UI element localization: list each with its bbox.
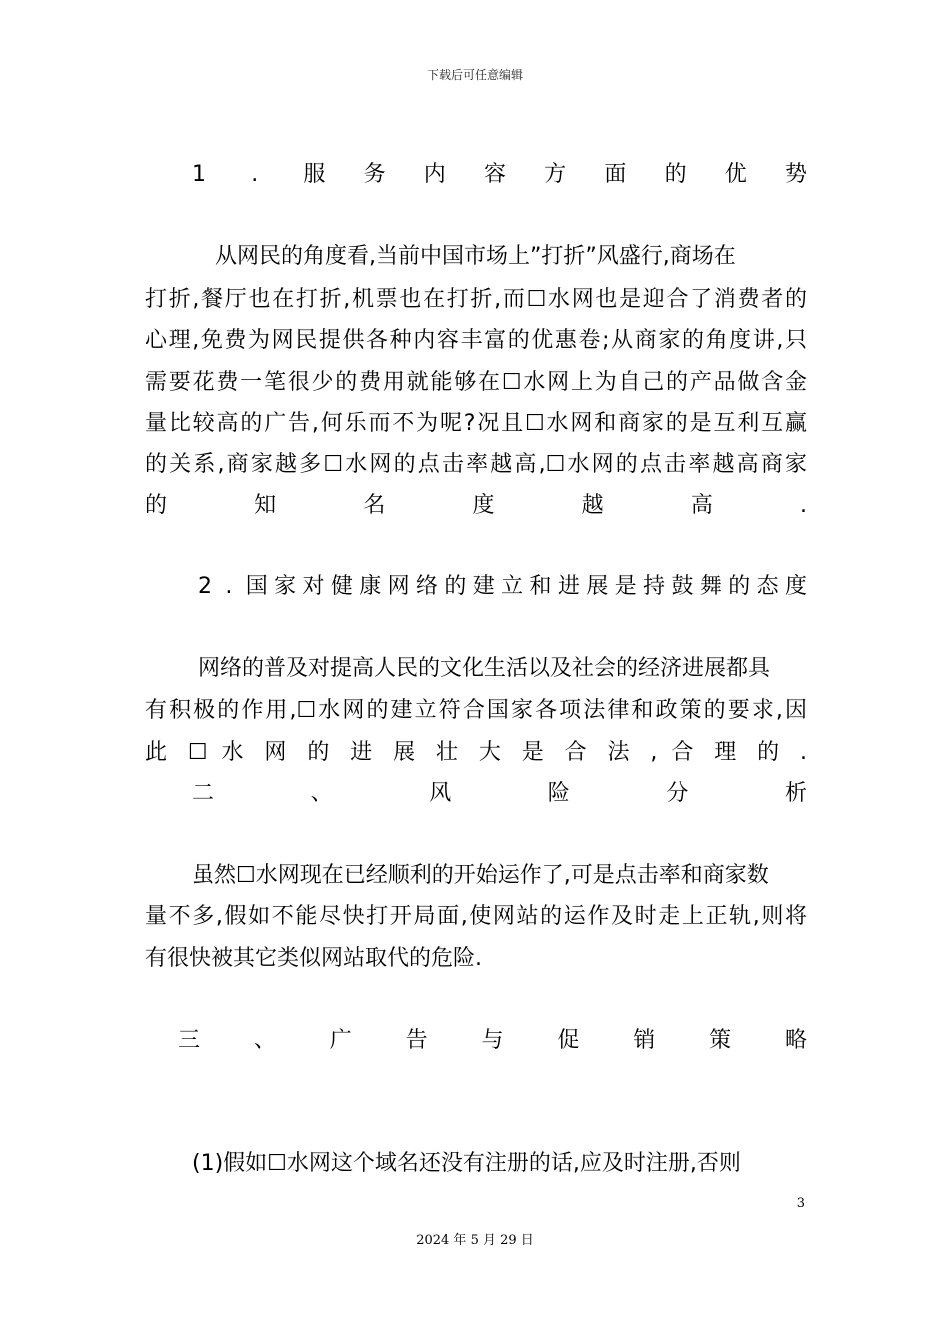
- paragraph-line: 此 ☐ 水 网 的 进 展 壮 大 是 合 法 , 合 理 的 .: [145, 740, 807, 765]
- paragraph-line: 心理,免费为网民提供各种内容丰富的优惠卷;从商家的角度讲,只: [145, 328, 807, 353]
- paragraph-line: 网络的普及对提高人民的文化生活以及社会的经济进展都具: [198, 656, 771, 681]
- paragraph-line: 有很快被其它类似网站取代的危险.: [145, 946, 482, 971]
- section-heading-ads: 三 、 广 告 与 促 销 策 略: [178, 1028, 807, 1053]
- section-heading-risk: 二 、 风 险 分 析: [192, 781, 807, 806]
- section-heading-2: 2 . 国家对健康网络的建立和进展是持鼓舞的态度: [198, 574, 807, 599]
- paragraph-line: (1)假如☐水网这个域名还没有注册的话,应及时注册,否则: [192, 1151, 741, 1176]
- paragraph-line: 的关系,商家越多☐水网的点击率越高,☐水网的点击率越高商家: [145, 452, 807, 477]
- paragraph-line: 虽然☐水网现在已经顺利的开始运作了,可是点击率和商家数: [192, 863, 769, 888]
- paragraph-line: 从网民的角度看,当前中国市场上”打折”风盛行,商场在: [215, 244, 736, 269]
- paragraph-line: 量不多,假如不能尽快打开局面,使网站的运作及时走上正轨,则将: [145, 904, 807, 929]
- paragraph-line: 量比较高的广告,何乐而不为呢?况且☐水网和商家的是互利互赢: [145, 411, 807, 436]
- paragraph-line: 的 知 名 度 越 高 .: [145, 493, 807, 518]
- page-header: 下载后可任意编辑: [426, 68, 523, 82]
- section-heading-1: 1 . 服务内容方面的优势: [192, 162, 807, 187]
- paragraph-line: 打折,餐厅也在打折,机票也在打折,而☐水网也是迎合了消费者的: [145, 287, 807, 312]
- page-number: 3: [796, 1196, 805, 1211]
- paragraph-line: 有积极的作用,☐水网的建立符合国家各项法律和政策的要求,因: [145, 698, 807, 723]
- paragraph-line: 需要花费一笔很少的费用就能够在☐水网上为自己的产品做含金: [145, 370, 807, 395]
- footer-date: 2024 年 5 月 29 日: [416, 1233, 534, 1248]
